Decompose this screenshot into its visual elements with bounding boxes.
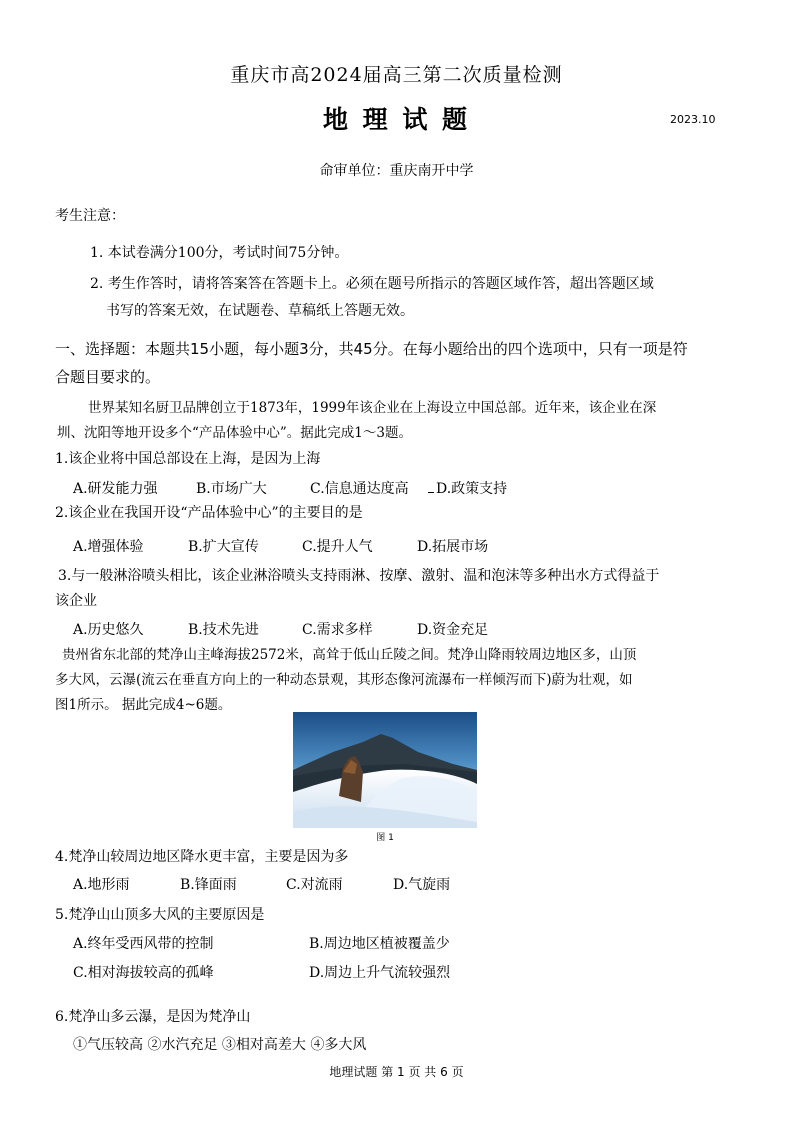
q1-option-d <box>428 478 507 498</box>
q5-option-a: A.终年受西风带的控制 <box>73 936 214 952</box>
exam-date: 2023.10 <box>670 113 716 126</box>
q3-stem-line1: 3.与一般淋浴喷头相比，该企业淋浴喷头支持雨淋、按摩、激射、温和泡沫等多种出水方式得益于 <box>58 568 660 584</box>
mountain-cloud-illustration <box>293 712 477 828</box>
notice-item-1: 1. 本试卷满分100分，考试时间75分钟。 <box>90 245 349 261</box>
underline-mark <box>428 481 434 493</box>
q3-option-c: C.需求多样 <box>302 622 373 638</box>
section-heading-line2: 合题目要求的。 <box>55 368 161 386</box>
notice-item-2-text: 2. 考生作答时，请将答案答在答题卡上。必须在题号所指示的答题区域作答， <box>90 276 570 292</box>
passage1-line1: 世界某知名厨卫品牌创立于1873年，1999年该企业在上海设立中国总部。近年来，该企业在深 <box>88 400 657 416</box>
q1-stem: 1.该企业将中国总部设在上海，是因为上海 <box>55 451 321 467</box>
q2-option-a: A.增强体验 <box>73 539 144 555</box>
passage1-line2: 圳、沈阳等地开设多个“产品体验中心”。据此完成1～3题。 <box>57 425 412 441</box>
q4-option-d: D.气旋雨 <box>393 877 451 893</box>
passage2-line2: 多大风，云瀑(流云在垂直方向上的一种动态景观，其形态像河流瀑布一样倾泻而下)蔚为壮观，如 <box>55 672 633 688</box>
q5-stem: 5.梵净山山顶多大风的主要原因是 <box>55 907 265 923</box>
q2-stem: 2.该企业在我国开设“产品体验中心”的主要目的是 <box>55 505 363 521</box>
q3-option-a: A.历史悠久 <box>73 622 144 638</box>
q6-stem: 6.梵净山多云瀑，是因为梵净山 <box>55 1009 251 1025</box>
q3-option-d: D.资金充足 <box>417 622 489 638</box>
q3-option-b: B.技术先进 <box>188 622 259 638</box>
issuing-unit: 命审单位：重庆南开中学 <box>319 163 474 179</box>
q5-option-b: B.周边地区植被覆盖少 <box>309 936 450 952</box>
q1-option-a: A.研发能力强 <box>73 481 158 497</box>
page-footer: 地理试题 第 1 页 共 6 页 <box>329 1065 464 1079</box>
q4-stem: 4.梵净山较周边地区降水更丰富，主要是因为多 <box>55 849 349 865</box>
q2-option-b: B.扩大宣传 <box>188 539 259 555</box>
q2-option-c: C.提升人气 <box>302 539 373 555</box>
q5-option-d: D.周边上升气流较强烈 <box>309 965 451 981</box>
q3-stem-line2: 该企业 <box>55 593 97 609</box>
q5-option-c: C.相对海拔较高的孤峰 <box>73 965 214 981</box>
q6-statements: ①气压较高 ②水汽充足 ③相对高差大 ④多大风 <box>73 1037 367 1053</box>
passage2-line1: 贵州省东北部的梵净山主峰海拔2572米，高耸于低山丘陵之间。梵净山降雨较周边地区多，山顶 <box>62 647 637 663</box>
q1-option-b: B.市场广大 <box>196 481 267 497</box>
q1-option-c: C.信息通达度高 <box>310 481 409 497</box>
notice-item-2-line2: 书写的答案无效，在试题卷、草稿纸上答题无效。 <box>106 303 414 319</box>
notice-item-2-emphasis: 超出答题区域 <box>569 276 654 292</box>
passage2-line3: 图1所示。 据此完成4~6题。 <box>55 697 232 713</box>
q4-option-b: B.锋面雨 <box>180 877 237 893</box>
mountain-photo <box>293 712 477 828</box>
q2-option-d: D.拓展市场 <box>417 539 489 555</box>
q4-option-c: C.对流雨 <box>286 877 343 893</box>
notice-title: 考生注意： <box>55 208 125 224</box>
figure-caption: 图 1 <box>376 833 394 843</box>
notice-item-2 <box>90 273 654 293</box>
page-title: 地 理 试 题 <box>322 105 471 134</box>
q1-option-d-text: D.政策支持 <box>436 481 508 497</box>
exam-name: 重庆市高2024届高三第二次质量检测 <box>230 64 563 86</box>
q4-option-a: A.地形雨 <box>73 877 130 893</box>
section-heading-line1: 一、选择题：本题共15小题，每小题3分，共45分。在每小题给出的四个选项中，只有一项是符 <box>55 340 688 358</box>
